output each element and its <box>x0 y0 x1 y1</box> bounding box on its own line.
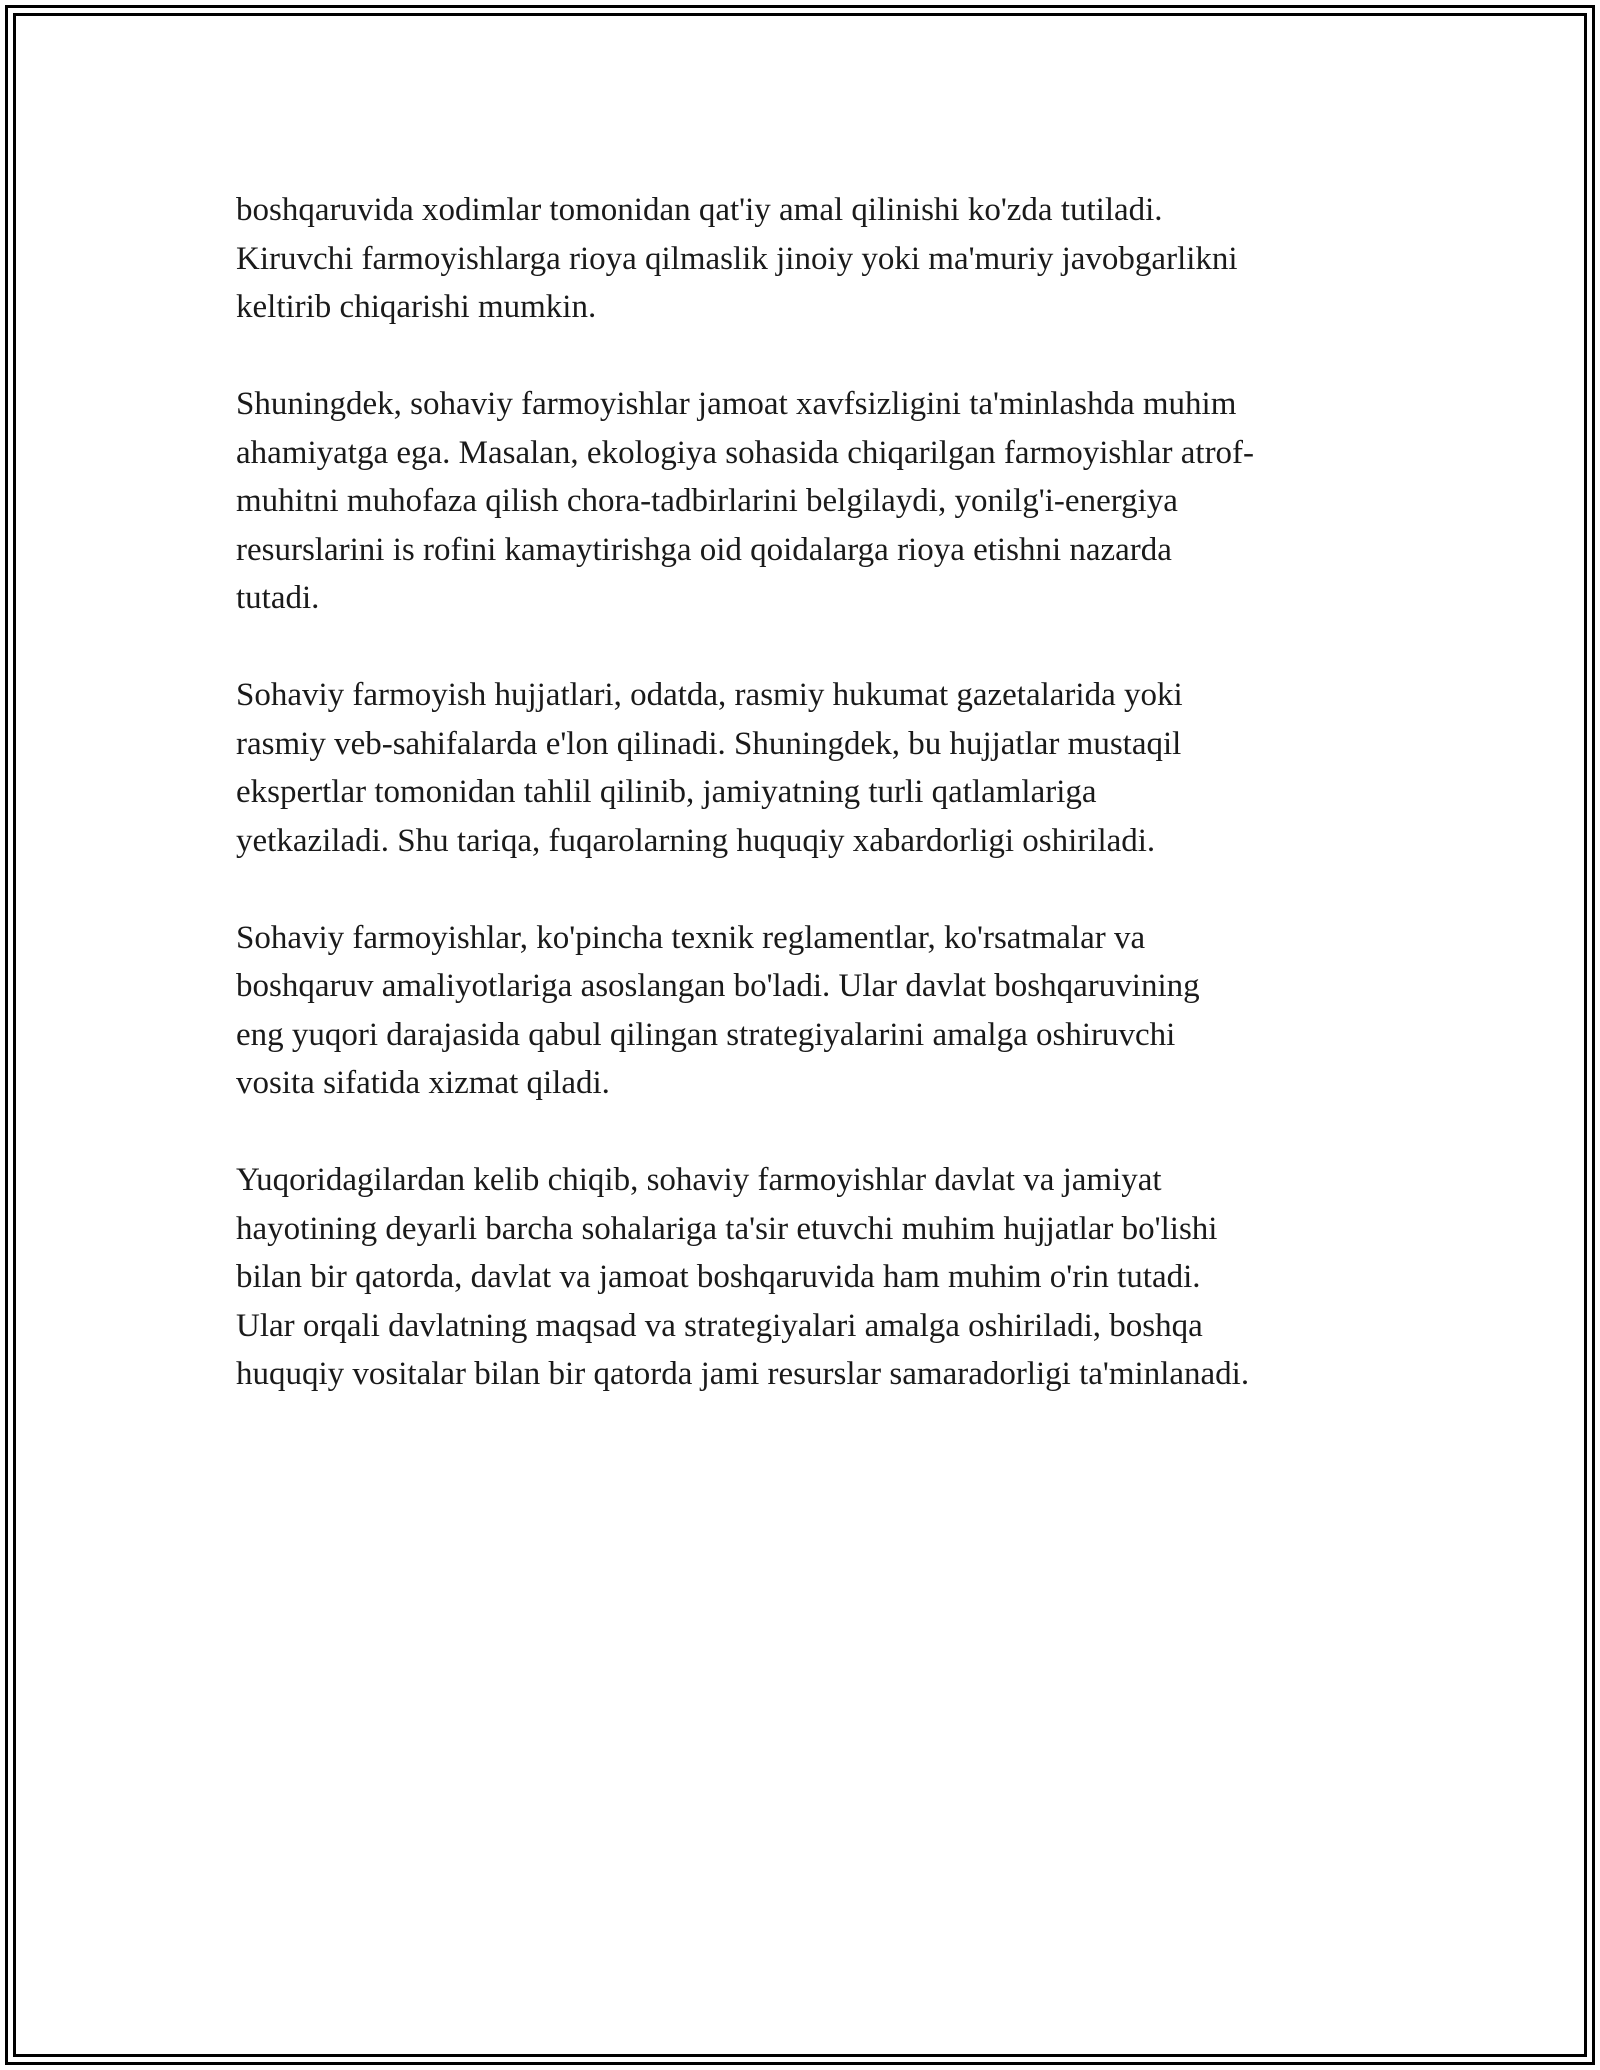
paragraph: Shuningdek, sohaviy farmoyishlar jamoat xavfsizligini ta'minlashda muhim ahamiyatga ega. Masalan, ekologiya sohasida chiqarilgan farmoyishlar atrof- muhitni muhofaza qilish chora-tadbirlarini belgilaydi, yonilg'i-energiya resurslarini is rofini kamaytirishga oid qoidalarga rioya etishni nazarda tutadi. <box>236 386 1255 616</box>
paragraph: Sohaviy farmoyishlar, ko'pincha texnik reglamentlar, ko'rsatmalar va boshqaruv amaliyotlariga asoslangan bo'ladi. Ular davlat boshqaruvining eng yuqori darajasida qabul qilingan strategiyalarini amalga oshiruvchi vosita sifatida xizmat qiladi. <box>236 919 1200 1101</box>
document-body <box>236 186 1416 1447</box>
paragraph: Sohaviy farmoyish hujjatlari, odatda, rasmiy hukumat gazetalarida yoki rasmiy veb-sahifalarda e'lon qilinadi. Shuningdek, bu hujjatlar mustaqil ekspertlar tomonidan tahlil qilinib, jamiyatning turli qatlamlariga yetkaziladi. Shu tariqa, fuqarolarning huquqiy xabardorligi oshiriladi. <box>236 677 1183 859</box>
paragraph: boshqaruvida xodimlar tomonidan qat'iy amal qilinishi ko'zda tutiladi. Kiruvchi farmoyishlarga rioya qilmaslik jinoiy yoki ma'muriy javobgarlikni keltirib chiqarishi mumkin. <box>236 192 1238 325</box>
paragraph: Yuqoridagilardan kelib chiqib, sohaviy farmoyishlar davlat va jamiyat hayotining deyarli barcha sohalariga ta'sir etuvchi muhim hujjatlar bo'lishi bilan bir qatorda, davlat va jamoat boshqaruvida ham muhim o'rin tutadi. Ular orqali davlatning maqsad va strategiyalari amalga oshiriladi, boshqa huquqiy vositalar bilan bir qatorda jami resurslar samaradorligi ta'minlanadi. <box>236 1162 1250 1392</box>
